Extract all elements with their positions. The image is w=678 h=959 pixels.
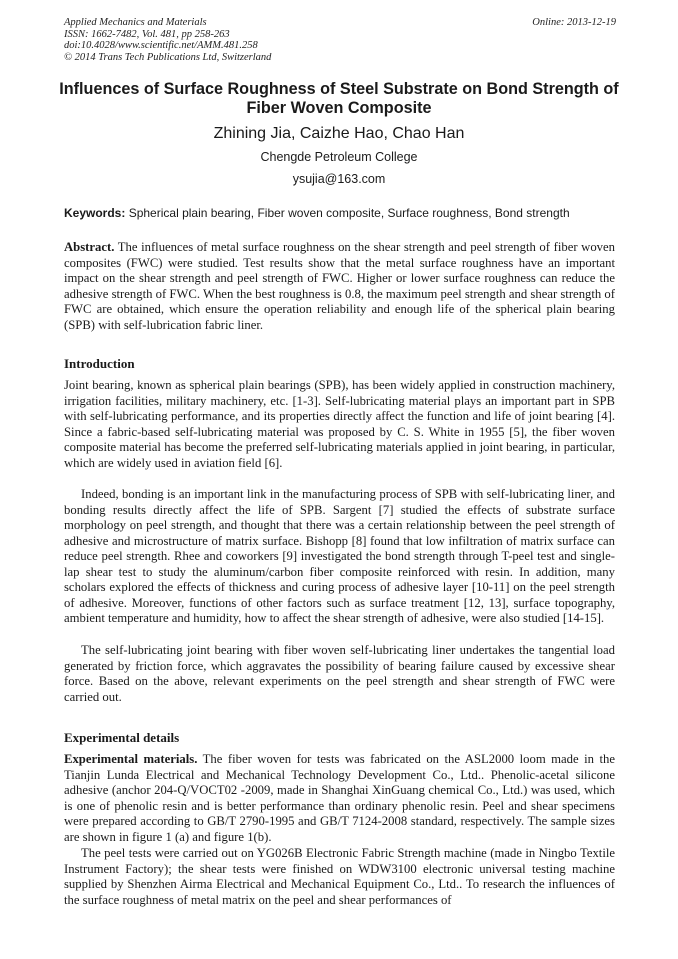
- paper-title: Influences of Surface Roughness of Steel Substrate on Bond Strength of Fiber Woven Composite: [59, 80, 619, 117]
- keywords-label: Keywords:: [64, 206, 126, 220]
- paper-authors: Zhining Jia, Caizhe Hao, Chao Han: [213, 125, 465, 142]
- keywords: [64, 206, 624, 221]
- intro-paragraph-2: Indeed, bonding is an important link in the manufacturing process of SPB with self-lubricating liner, and bonding results directly affect the life of SPB. Sargent [7] studied the effects of substrate surface morphology on peel strength, and thought that there was a certain relationship between the peel strength of adhesive and microstructure of matrix surface. Bishopp [8] found that low infiltration of matrix surface can reduce peel strength. Rhee and coworkers [9] investigated the bond strength through T-peel test and single-lap shear test to study the aluminum/carbon fiber composite reinforced with resin. In addition, many scholars explored the effects of thickness and curing process of adhesive layer [10-11] on the peel strength of adhesive. Moreover, functions of other factors such as surface treatment [12, 13], surface topography, ambient temperature and humidity, how to affect the shear strength of adhesive, were also studied [14-15].: [64, 487, 615, 626]
- experimental-materials-label: Experimental materials.: [64, 752, 198, 766]
- abstract: [64, 240, 615, 333]
- intro-paragraph-1: Joint bearing, known as spherical plain bearings (SPB), has been widely applied in construction machinery, irrigation facilities, military machinery, etc. [1-3]. Self-lubricating material plays an important part in SPB with self-lubricating performance, and its properties directly affect the function and life of joint bearing [4]. Since a fabric-based self-lubricating material was proposed by C. S. White in 1955 [5], the fiber woven composite material has become the preferred self-lubricating materials applied in joint bearing, in particular, which are widely used in aviation field [6].: [64, 378, 615, 470]
- experimental-paragraph-2: The peel tests were carried out on YG026B Electronic Fabric Strength machine (made in Ningbo Textile Instrument Factory); the shear tests were finished on WDW3100 electronic universal testing machine supplied by Shenzhen Airma Electrical and Mechanical Equipment Co., Ltd.. To research the influences of the surface roughness of metal matrix on the peel and shear performances of: [64, 846, 615, 907]
- journal-name: Applied Mechanics and Materials: [64, 17, 207, 28]
- abstract-text: The influences of metal surface roughness on the shear strength and peel strength of fiber woven composites (FWC) were studied. Test results show that the metal surface roughness have an important impact on the shear strength and peel strength of FWC. Higher or lower surface roughness can reduce the adhesive strength of FWC. When the best roughness is 0.8, the maximum peel strength and shear strength of FWC are obtained, which ensure the operation reliability and enough life of the spherical plain bearing (SPB) with self-lubrication fabric liner.: [64, 240, 615, 332]
- introduction-heading: Introduction: [64, 356, 135, 371]
- keywords-text: Spherical plain bearing, Fiber woven composite, Surface roughness, Bond strength: [128, 206, 570, 220]
- experimental-paragraph-1: [64, 752, 615, 845]
- journal-issn: ISSN: 1662-7482, Vol. 481, pp 258-263: [64, 28, 230, 40]
- experimental-heading: Experimental details: [64, 730, 180, 745]
- journal-doi: doi:10.4028/www.scientific.net/AMM.481.258: [64, 40, 258, 52]
- abstract-label: Abstract.: [64, 240, 115, 254]
- paper-affiliation: Chengde Petroleum College: [260, 150, 418, 164]
- journal-copyright: © 2014 Trans Tech Publications Ltd, Switzerland: [64, 51, 272, 63]
- online-date: Online: 2013-12-19: [532, 17, 616, 28]
- author-email: ysujia@163.com: [292, 172, 386, 186]
- intro-paragraph-3: The self-lubricating joint bearing with fiber woven self-lubricating liner undertakes the tangential load generated by friction force, which aggravates the possibility of bearing failure caused by excessive shear force. Based on the above, relevant experiments on the peel strength and shear strength of FWC were carried out.: [64, 643, 615, 704]
- journal-header: [64, 17, 616, 63]
- experimental-materials-text: The fiber woven for tests was fabricated on the ASL2000 loom made in the Tianjin Lunda Electrical and Mechanical Technology Development Co., Ltd.. Phenolic-acetal silicone adhesive (anchor 204-Q/VOCT02 -2009, made in Shanghai XinGuang chemical Co., Ltd.) was used, which is one of phenolic resin and is better performance than ordinary phenolic resin. Peel and shear specimens were prepared according to GB/T 2790-1995 and GB/T 7124-2008 standard, respectively. The sample sizes are shown in figure 1 (a) and figure 1(b).: [64, 752, 615, 844]
